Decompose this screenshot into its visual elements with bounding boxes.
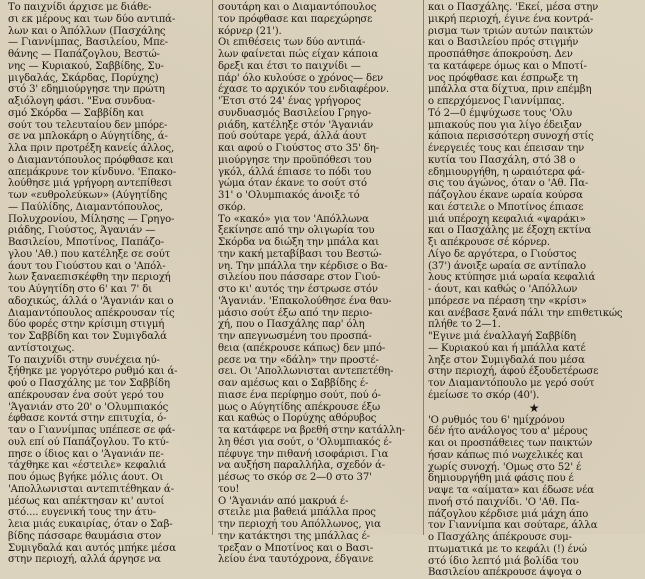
- text-line: Λίγο δε αργότερα, ο Γιούστος: [428, 249, 640, 261]
- text-line: τον πρόφθασε και παρεχώρησε: [218, 14, 418, 26]
- text-line: ταν ο Γιαννίμπας υπέπεσε σε φά-: [8, 425, 208, 437]
- text-line: και οι προσπάθειες των παικτών: [428, 438, 640, 450]
- text-line: και ο Βασιλείου πρός στιγμήν: [428, 37, 640, 49]
- text-line: 'Άγανιάν. 'Επακολούθησε ένα θαυ-: [218, 296, 418, 308]
- text-line: πάζογλου έκανε ωραία κούρσα: [428, 190, 640, 202]
- text-line: ήσαν κάπως πιό νωχελικές και: [428, 450, 640, 462]
- text-line: έμείωσε το σκόρ (40').: [428, 390, 640, 402]
- text-line: χωρίς συνοχή. 'Ομως στο 52' έ: [428, 462, 640, 474]
- text-line: λων ξαναεπισκέφθη την περιοχή: [8, 272, 208, 284]
- text-line: — Γιαννίμπας, Βασιλείου, Μπε-: [8, 37, 208, 49]
- text-line: την περιοχή του Απόλλωνος, για: [218, 519, 418, 531]
- text-line: τα κατάφερε όμως και ο Μποτί-: [428, 61, 640, 73]
- text-line: γώμα όταν έκανε το σούτ στό: [218, 178, 418, 190]
- text-line: πάζογλου κέρδισε μιά μάχη άπο: [428, 509, 640, 521]
- text-line: άουτ του Γιούστου και ο 'Απόλ-: [8, 261, 208, 273]
- text-line: αδοχικώς, άλλά ο 'Άγανιάν και ο: [8, 296, 208, 308]
- text-line: μιά υπέροχη κεφαλιά «ψαράκι»: [428, 214, 640, 226]
- column-divider: [212, 0, 213, 535]
- text-line: 'Έτσι στό 24' ένας γρήγορος: [218, 96, 418, 108]
- text-line: νος πρόφθασε και έσπρωξε τη: [428, 73, 640, 85]
- text-line: ξήθηκε με γοργότερο ρυθμό και ά-: [8, 366, 208, 378]
- text-line: να αυξήση παραλλήλα, σχεδόν ά-: [218, 460, 418, 472]
- text-line: κάποια περισσότερη συνοχή στίς: [428, 131, 640, 143]
- text-line: 'Άγανιάν στο 20' ο 'Ολυμπιακός: [8, 402, 208, 414]
- text-line: συνδυασμός Βασιλείου Γρηγο-: [218, 108, 418, 120]
- text-line: λλα πριν προτρέξη κανείς άλλος,: [8, 143, 208, 155]
- text-line: την κακή μεταβίβασι του Βεστώ-: [218, 249, 418, 261]
- text-line: σαν αμέσως και ο Σαββίδης έ-: [218, 378, 418, 390]
- text-line: δύο φορές στην κρίσιμη στιγμή: [8, 319, 208, 331]
- text-line: σις του άγώνος, όταν ο 'Αθ. Πα-: [428, 178, 640, 190]
- text-line: 'Απολλωνισται αντεπιτέθηκαν ά-: [8, 484, 208, 496]
- text-line: σμό Σκόρδα — Σαββίδη και: [8, 108, 208, 120]
- text-line: βίδης πάσσαρε θαυμάσια στον: [8, 531, 208, 543]
- text-line: στειλε μια βαθειά μπάλλα προς: [218, 507, 418, 519]
- text-line: κόρνερ (21').: [218, 26, 418, 38]
- text-line: ο Πασχάλης άπέκρουσε συμ-: [428, 532, 640, 544]
- text-line: στό 3' εδημιούργησε την πρώτη: [8, 84, 208, 96]
- text-line: έχασε το αρχικόν του ενδιαφέρον.: [218, 84, 418, 96]
- text-line: λους κτύπησε μιά ωραία κεφαλιά: [428, 272, 640, 284]
- article-column-2: [218, 2, 418, 533]
- text-line: μέσως και απέκτησαν κι' αυτοί: [8, 496, 208, 508]
- text-line: μπόρεσε να πέραση την «κρίσι»: [428, 296, 640, 308]
- text-line: — Παύλίδης, Διαμαντόπουλος,: [8, 202, 208, 214]
- text-line: (37') άνοιξε ωραία σε αντίπαλο: [428, 261, 640, 273]
- text-line: 31' ο 'Ολυμπιακός άνοιξε τό: [218, 190, 418, 202]
- text-line: "Εγινε μιά έναλλαγή Σαββίδη: [428, 331, 640, 343]
- text-line: γκόλ, άλλά έπιασε το πόδι του: [218, 167, 418, 179]
- text-line: πού σούταρε γερά, άλλά άουτ: [218, 131, 418, 143]
- text-line: προσπάθησε άποκρούση. Δεν: [428, 49, 640, 61]
- text-line: πιασε ένα περίφημο σούτ, πού ό-: [218, 390, 418, 402]
- text-line: Οι επιθέσεις των δύο αντιπά-: [218, 37, 418, 49]
- text-line: θάνης — Παπάζογλου, Βεστώ-: [8, 49, 208, 61]
- column-3-bottom-text: [428, 415, 640, 579]
- text-line: μπιακούς που για λίγο έδειξαν: [428, 120, 640, 132]
- text-line: σιλείου που πάσσαρε στον Γιού-: [218, 272, 418, 284]
- text-line: λων και ο Άπόλλων (Πασχάλης: [8, 26, 208, 38]
- text-line: αξιόλογη φάσι. "Ενα συνδυα-: [8, 96, 208, 108]
- text-line: ρεσε να την «δάλη» την προστέ-: [218, 355, 418, 367]
- text-line: τα κατάφερε να βρεθή στην κατάλλη-: [218, 425, 418, 437]
- column-3-top-text: [428, 2, 640, 402]
- text-line: νη. Την μπάλλα την κέρδισε ο Βα-: [218, 261, 418, 273]
- text-line: πέφυγε την πιθανή ισοφάρισι. Για: [218, 449, 418, 461]
- text-line: μάσιο σούτ έξω από την περιο-: [218, 308, 418, 320]
- text-line: μιγδαλάς, Σκάρδας, Πορύχης): [8, 73, 208, 85]
- text-line: Πολυχρονίου, Μίλησης — Γρηγο-: [8, 214, 208, 226]
- text-line: μέσως το σκόρ σε 2—0 στο 37': [218, 472, 418, 484]
- text-line: ριάδη, κατέληξε στόν 'Άγανιάν: [218, 120, 418, 132]
- text-line: την απεγνωσμένη του προσπά-: [218, 331, 418, 343]
- text-line: σι εκ μέρους και των δύο αντιπά-: [8, 14, 208, 26]
- text-line: ξεκίνησε από την ολιγωρία του: [218, 225, 418, 237]
- text-line: Τό 2—0 έμψύχωσε τους 'Ολυ: [428, 108, 640, 120]
- text-line: σε να μπλοκάρη ο Αύγητίδης, ά-: [8, 131, 208, 143]
- text-line: σουτάρη και ο Διαμαντόπουλος: [218, 2, 418, 14]
- text-line: πλήθε το 2—1.: [428, 319, 640, 331]
- text-line: — Κυριακού και ή μπάλλα κατέ: [428, 343, 640, 355]
- text-line: ξι απέκρουσε σέ κόρνερ.: [428, 237, 640, 249]
- text-line: δημιουργήθη μιά φάσις που έ: [428, 473, 640, 485]
- text-line: και καθώς ο Πορύχης αθόρυβος: [218, 413, 418, 425]
- text-line: μιούργησε την προϋπόθεσι του: [218, 155, 418, 167]
- text-line: πησε ο ίδιος και ο 'Άγανιάν πε-: [8, 449, 208, 461]
- text-line: δέν ήτο ανάλογος του α' μέρους: [428, 426, 640, 438]
- text-line: χή, που ο Πασχάλης παρ' όλη: [218, 319, 418, 331]
- text-line: μικρή περιοχή, έγινε ένα κοντρά-: [428, 14, 640, 26]
- text-line: δρεξι και έτσι το παιχνίδι —: [218, 61, 418, 73]
- text-line: φού ο Πασχάλης με τον Σαββίδη: [8, 378, 208, 390]
- text-line: ο επερχόμενος Γιαννίμπας.: [428, 96, 640, 108]
- text-line: στο κι' αυτός την έστρωσε στόν: [218, 284, 418, 296]
- text-line: εδημιουργήθη, η ωραιότερα φά-: [428, 167, 640, 179]
- text-line: 'Ο ρυθμός του 6' ημίχρόνου: [428, 415, 640, 427]
- column-divider: [423, 0, 424, 535]
- text-line: ρισμα των τριών αυτών παικτών: [428, 26, 640, 38]
- text-line: έφθασε κοντά στην επιτυχία, ό-: [8, 413, 208, 425]
- text-line: του Αύγητίδη στο 6' και 7' δι: [8, 284, 208, 296]
- text-line: τον Σαββίδη και τον Συμιγδαλά: [8, 331, 208, 343]
- text-line: λούθησε μιά γρήγορη αντεπίθεσι: [8, 178, 208, 190]
- section-separator-star: ★: [428, 402, 640, 415]
- text-line: ριάδης, Γιούστος, Άγανιάν —: [8, 225, 208, 237]
- text-line: Το παιχνίδι άρχισε με διάθε-: [8, 2, 208, 14]
- text-line: πτωματικά με το κεφάλι (!) ένώ: [428, 544, 640, 556]
- text-line: στό ίδιο λεπτό μιά βολίδα του: [428, 556, 640, 568]
- text-line: τον Διαμαντόπουλο με γερό σούτ: [428, 378, 640, 390]
- text-line: στην περιοχή, αλλά άργησε να: [8, 554, 208, 566]
- text-line: την κατάκτησι της μπάλλας έ-: [218, 531, 418, 543]
- text-line: του!: [218, 484, 418, 496]
- text-line: σούτ του τελευταίου δεν μπόρε-: [8, 120, 208, 132]
- text-line: στό.... ευγενική τους την άτυ-: [8, 507, 208, 519]
- text-line: σκόρ.: [218, 202, 418, 214]
- text-line: - άουτ, και καθώς ο 'Απόλλων: [428, 284, 640, 296]
- article-column-3: [428, 2, 640, 533]
- text-line: Το «κακό» για τον 'Απόλλωνα: [218, 214, 418, 226]
- text-line: και ο Πασχάλης με έξοχη εκτίνα: [428, 225, 640, 237]
- text-line: ληξε στον Συμιγδαλά που μέσα: [428, 355, 640, 367]
- text-line: τον Γιαννίμπα και σούταρε, άλλα: [428, 520, 640, 532]
- text-line: Συμιγδαλά και αυτός μπήκε μέσα: [8, 543, 208, 555]
- text-line: αντίστοιχως.: [8, 343, 208, 355]
- text-line: και αφού ο Γιούστος στο 35' δη-: [218, 143, 418, 155]
- text-line: Βασιλείου, Μποτίνος, Παπάζο-: [8, 237, 208, 249]
- text-line: μπάλλα στα δίχτυα, πριν επέμβη: [428, 84, 640, 96]
- text-line: Ο 'Άγανιάν από μακρυά έ-: [218, 496, 418, 508]
- text-line: στην περιοχή, άφού έξουδετέρωσε: [428, 366, 640, 378]
- text-line: λεια μιάς ευκαιρίας, όταν ο Σαβ-: [8, 519, 208, 531]
- text-line: ο Διαμαντόπουλος πρόφθασε και: [8, 155, 208, 167]
- text-line: ουλ επί ού Παπάζογλου. Το κτύ-: [8, 437, 208, 449]
- text-line: θεια (απέκρουσε κάπως) δεν μπό-: [218, 343, 418, 355]
- text-line: μως ο Αύγητίδης απέκρουσε έξω: [218, 402, 418, 414]
- text-line: κυτία του Πασχάλη, στό 38 ο: [428, 155, 640, 167]
- text-line: και έστειλε ο Μποτίνος έπιασε: [428, 202, 640, 214]
- text-line: απέκρουσαν ένα σούτ γερό του: [8, 390, 208, 402]
- text-line: απεμάκρυνε τον κίνδυνο. 'Επακο-: [8, 167, 208, 179]
- article-column-1: [8, 2, 208, 533]
- text-line: Σκόρδα να διώξη την μπάλα και: [218, 237, 418, 249]
- text-line: τάχθηκε και «έστειλε» κεφαλιά: [8, 460, 208, 472]
- text-line: ναψε τα «αίματα» και έδωσε νέα: [428, 485, 640, 497]
- text-line: Βασιλείου απέκρουσε άψογα ο: [428, 567, 640, 579]
- text-line: Διαμαντόπουλος απέκρουσαν τίς: [8, 308, 208, 320]
- text-line: λη θέσι για σούτ, ο 'Ολυμπιακός έ-: [218, 437, 418, 449]
- text-line: ένεργειές τους και έπεισαν την: [428, 143, 640, 155]
- text-line: λων φαίνεται πώς είχαν κάποια: [218, 49, 418, 61]
- text-line: γλου 'Αθ.) που κατέληξε σε σούτ: [8, 249, 208, 261]
- text-line: που όμως βγήκε μόλις άουτ. Οι: [8, 472, 208, 484]
- text-line: σει. Οι 'Απολλωνισται αντεπετέθη-: [218, 366, 418, 378]
- text-line: των «ευθρολεύκων» (Αύγητίδης: [8, 190, 208, 202]
- text-line: νης — Κυριακού, Σαββίδης, Συ-: [8, 61, 208, 73]
- text-line: πάρ' όλο κυλούσε ο χρόνος— δεν: [218, 73, 418, 85]
- text-line: πνοή στό παιχνίδι. 'Ο 'Αθ. Πα-: [428, 497, 640, 509]
- text-line: τρεξαν ο Μποτίνος και ο Βασι-: [218, 543, 418, 555]
- text-line: Το παιχνίδι στην συνέχεια ηύ-: [8, 355, 208, 367]
- text-line: λείου ένα ταυτόχρονα, έδγαινε: [218, 554, 418, 566]
- text-line: και ο Πασχάλης. 'Εκεί, μέσα στην: [428, 2, 640, 14]
- text-line: και ανέβασε ξανά πάλι την επιθετικώς: [428, 308, 640, 320]
